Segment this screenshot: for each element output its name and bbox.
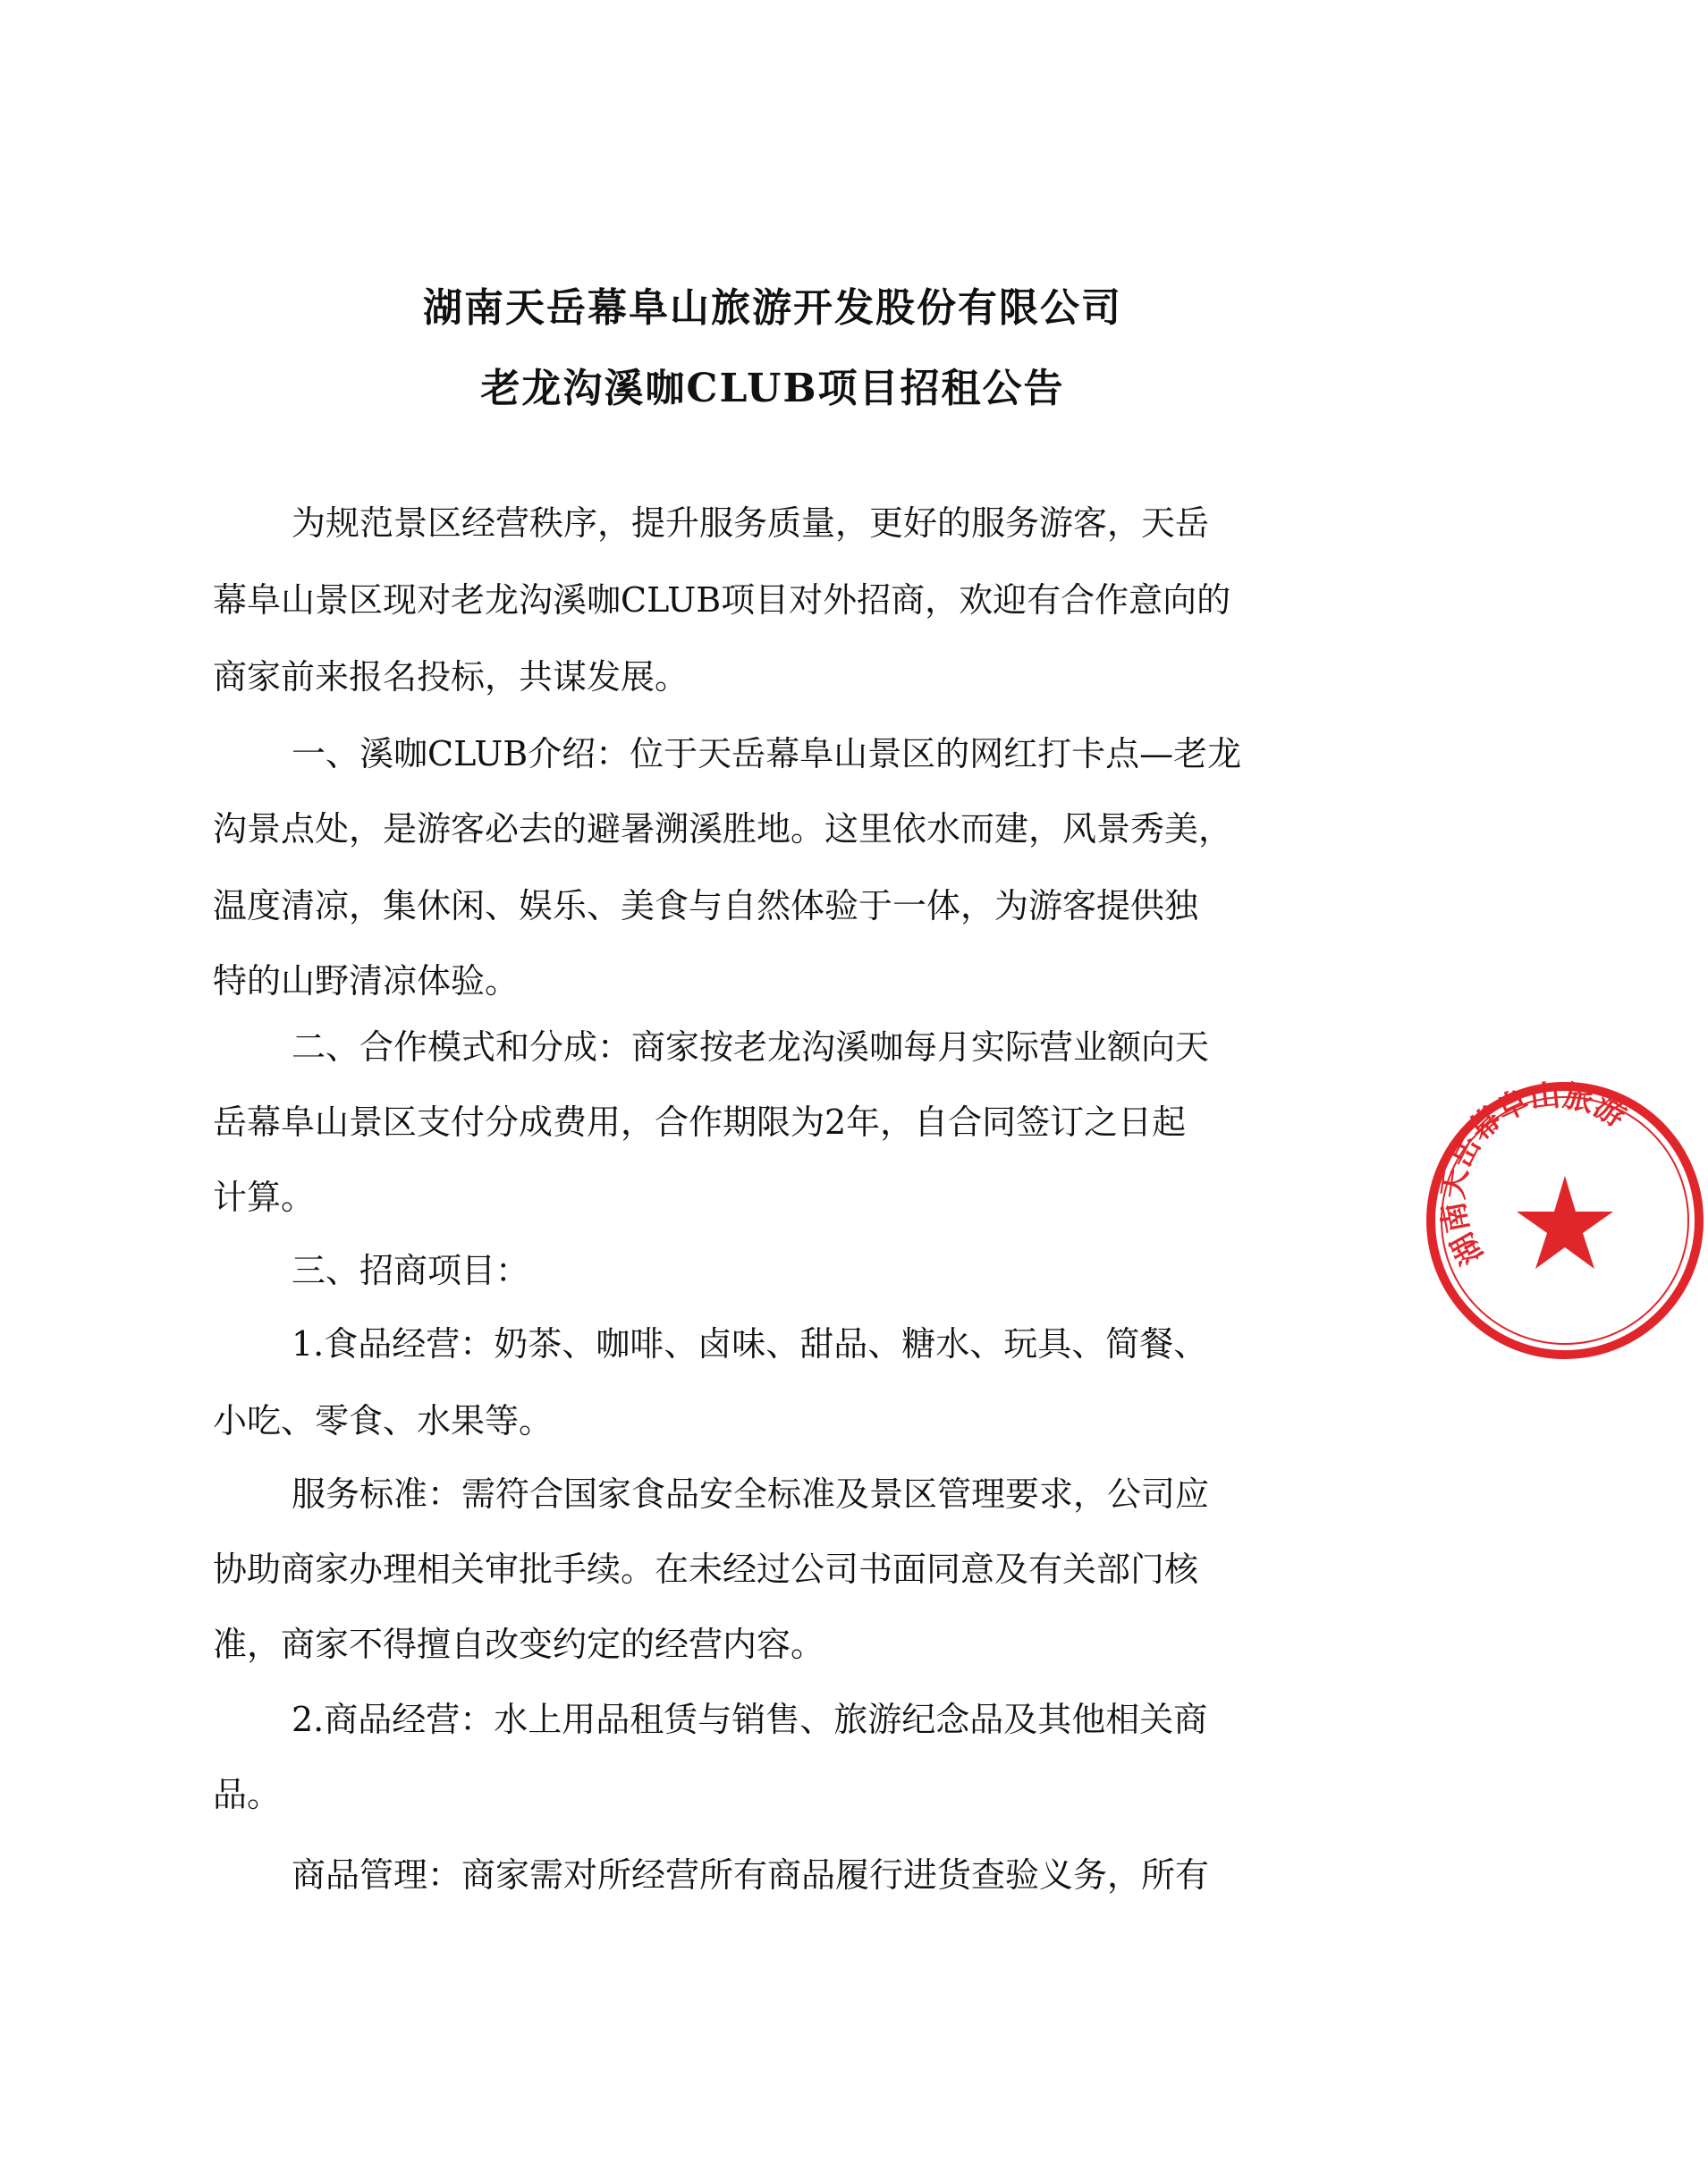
body-line: 品。 bbox=[213, 1775, 282, 1814]
document-title-company: 湖南天岳幕阜山旅游开发股份有限公司 bbox=[423, 285, 1122, 331]
section-heading: 三、招商项目： bbox=[292, 1251, 530, 1290]
document-title-notice: 老龙沟溪咖CLUB项目招租公告 bbox=[480, 366, 1065, 411]
body-line: 协助商家办理相关审批手续。在未经过公司书面同意及有关部门核 bbox=[213, 1550, 1199, 1589]
body-line: 特的山野清凉体验。 bbox=[213, 961, 520, 1001]
body-line: 服务标准：需符合国家食品安全标准及景区管理要求，公司应 bbox=[292, 1474, 1210, 1514]
seal-text: 湖南天岳幕阜山旅游 bbox=[1434, 1077, 1633, 1271]
body-line: 幕阜山景区现对老龙沟溪咖CLUB项目对外招商，欢迎有合作意向的 bbox=[213, 580, 1231, 620]
body-line: 小吃、零食、水果等。 bbox=[213, 1401, 554, 1440]
seal-star-icon bbox=[1517, 1176, 1613, 1269]
body-line: 岳幕阜山景区支付分成费用，合作期限为2年，自合同签订之日起 bbox=[213, 1102, 1187, 1142]
body-line: 沟景点处，是游客必去的避暑溯溪胜地。这里依水而建，风景秀美， bbox=[213, 809, 1233, 849]
company-seal bbox=[1422, 1077, 1708, 1364]
body-line: 准，商家不得擅自改变约定的经营内容。 bbox=[213, 1625, 825, 1664]
body-line: 温度清凉，集休闲、娱乐、美食与自然体验于一体，为游客提供独 bbox=[213, 886, 1199, 925]
body-line: 2.商品经营：水上用品租赁与销售、旅游纪念品及其他相关商 bbox=[292, 1700, 1208, 1739]
body-line: 商家前来报名投标，共谋发展。 bbox=[213, 657, 689, 697]
body-line: 商品管理：商家需对所经营所有商品履行进货查验义务，所有 bbox=[292, 1855, 1210, 1895]
body-line: 二、合作模式和分成：商家按老龙沟溪咖每月实际营业额向天 bbox=[292, 1027, 1210, 1067]
body-line: 1.食品经营：奶茶、咖啡、卤味、甜品、糖水、玩具、简餐、 bbox=[292, 1324, 1208, 1364]
body-line: 一、溪咖CLUB介绍：位于天岳幕阜山景区的网红打卡点—老龙 bbox=[292, 734, 1242, 773]
body-line: 计算。 bbox=[213, 1178, 316, 1217]
body-line: 为规范景区经营秩序，提升服务质量，更好的服务游客，天岳 bbox=[292, 503, 1210, 543]
